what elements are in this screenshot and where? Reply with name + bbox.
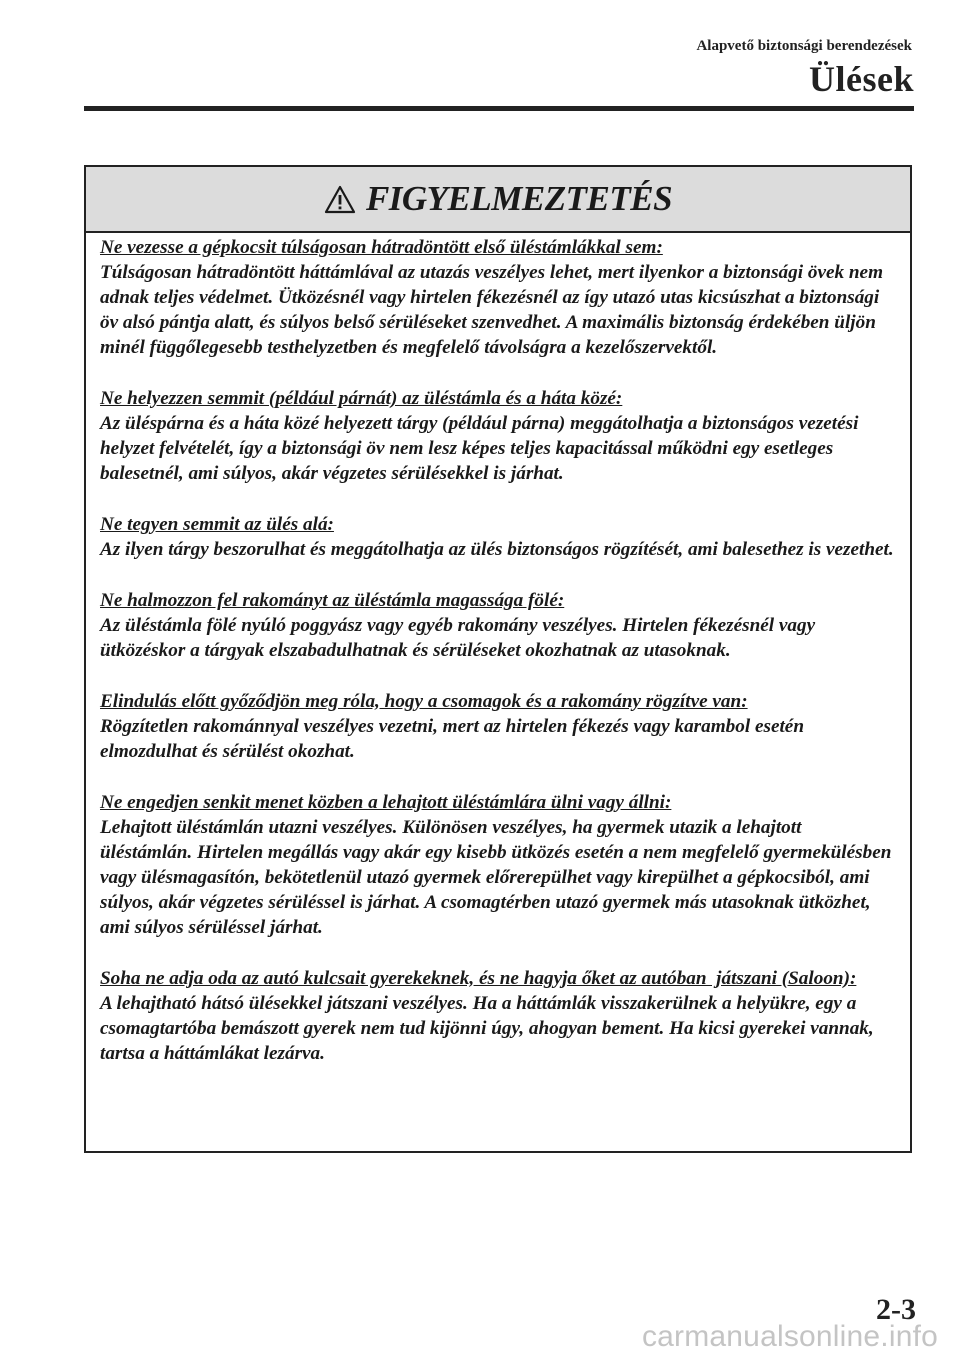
warning-item-heading: Ne helyezzen semmit (például párnát) az üléstámla és a háta közé: bbox=[100, 388, 623, 409]
warning-item-heading: Ne halmozzon fel rakományt az üléstámla magassága fölé: bbox=[100, 590, 565, 611]
warning-item bbox=[100, 790, 896, 940]
page-number: 2-3 bbox=[876, 1293, 916, 1326]
warning-body bbox=[86, 233, 910, 1066]
warning-header bbox=[86, 167, 910, 233]
warning-item-heading: Elindulás előtt győződjön meg róla, hogy a csomagok és a rakomány rögzítve van: bbox=[100, 691, 748, 712]
warning-item-heading: Ne vezesse a gépkocsit túlságosan hátradöntött első üléstámlákkal sem: bbox=[100, 237, 663, 258]
warning-item-text: Lehajtott üléstámlán utazni veszélyes. Különösen veszélyes, ha gyermek utazik a lehajtott üléstámlán. Hirtelen megállás vagy akár egy kisebb ütközés esetén a nem megfelelő gyermekülésben vagy ülésmagasítón, bekötetlenül utazó gyermek előrerepülhet vagy kirepülhet a gépkocsiból, ami súlyos, akár végzetes sérüléssel is járhat. A csomagtérben utazó gyermek más utasoknak ütközhet, ami súlyos sérüléssel járhat. bbox=[100, 817, 892, 938]
warning-item bbox=[100, 689, 896, 764]
warning-item bbox=[100, 512, 896, 562]
warning-item bbox=[100, 386, 896, 486]
warning-item bbox=[100, 588, 896, 663]
warning-title: FIGYELMEZTETÉS bbox=[365, 179, 673, 218]
warning-item-text: Rögzítetlen rakománnyal veszélyes vezetni, mert az hirtelen fékezés vagy karambol esetén elmozdulhat és sérülést okozhat. bbox=[100, 716, 804, 762]
warning-item bbox=[100, 966, 896, 1066]
header-subtitle: Alapvető biztonsági berendezések bbox=[696, 38, 912, 54]
warning-item-text: Az ilyen tárgy beszorulhat és meggátolhatja az ülés biztonságos rögzítését, ami balesethez is vezethet. bbox=[100, 539, 894, 560]
warning-item bbox=[100, 235, 896, 360]
warning-item-heading: Ne engedjen senkit menet közben a lehajtott üléstámlára ülni vagy állni: bbox=[100, 792, 672, 813]
warning-item-heading: Soha ne adja oda az autó kulcsait gyerekeknek, és ne hagyja őket az autóban játszani (Saloon): bbox=[100, 968, 857, 989]
warning-item-text: Az üléstámla fölé nyúló poggyász vagy egyéb rakomány veszélyes. Hirtelen fékezésnél vagy ütközéskor a tárgyak elszabadulhatnak és sérüléseket okozhatnak az utasoknak. bbox=[100, 615, 816, 661]
warning-item-text: Az üléspárna és a háta közé helyezett tárgy (például párna) meggátolhatja a biztonságos vezetési helyzet felvételét, így a biztonsági öv nem lesz képes teljes kapacitással működni egy esetleges balesetnél, ami súlyos, akár végzetes sérülésekkel is járhat. bbox=[100, 413, 859, 484]
warning-item-text: Túlságosan hátradöntött háttámlával az utazás veszélyes lehet, mert ilyenkor a biztonsági övek nem adnak teljes védelmet. Ütközésnél vagy hirtelen fékezésnél az így utazó utas kicsúszhat a biztonsági öv alsó pántja alatt, és súlyos belső sérüléseket szenvedhet. A maximális biztonság érdekében üljön minél függőlegesebb testhelyzetben és megfelelő távolságra a kezelőszervektől. bbox=[100, 262, 883, 358]
watermark: carmanualsonline.info bbox=[641, 1320, 938, 1353]
warning-item-text: A lehajtható hátsó ülésekkel játszani veszélyes. Ha a háttámlák visszakerülnek a helyükre, egy a csomagtartóba bemászott gyerek nem tud kijönni úgy, ahogyan bement. Ha kicsi gyerekei vannak, tartsa a háttámlákat lezárva. bbox=[100, 993, 874, 1064]
warning-box bbox=[84, 165, 912, 1153]
page-title: Ülések bbox=[809, 59, 914, 99]
warning-triangle-icon bbox=[324, 185, 356, 214]
warning-item-heading: Ne tegyen semmit az ülés alá: bbox=[100, 514, 334, 535]
header-rule bbox=[84, 106, 914, 111]
